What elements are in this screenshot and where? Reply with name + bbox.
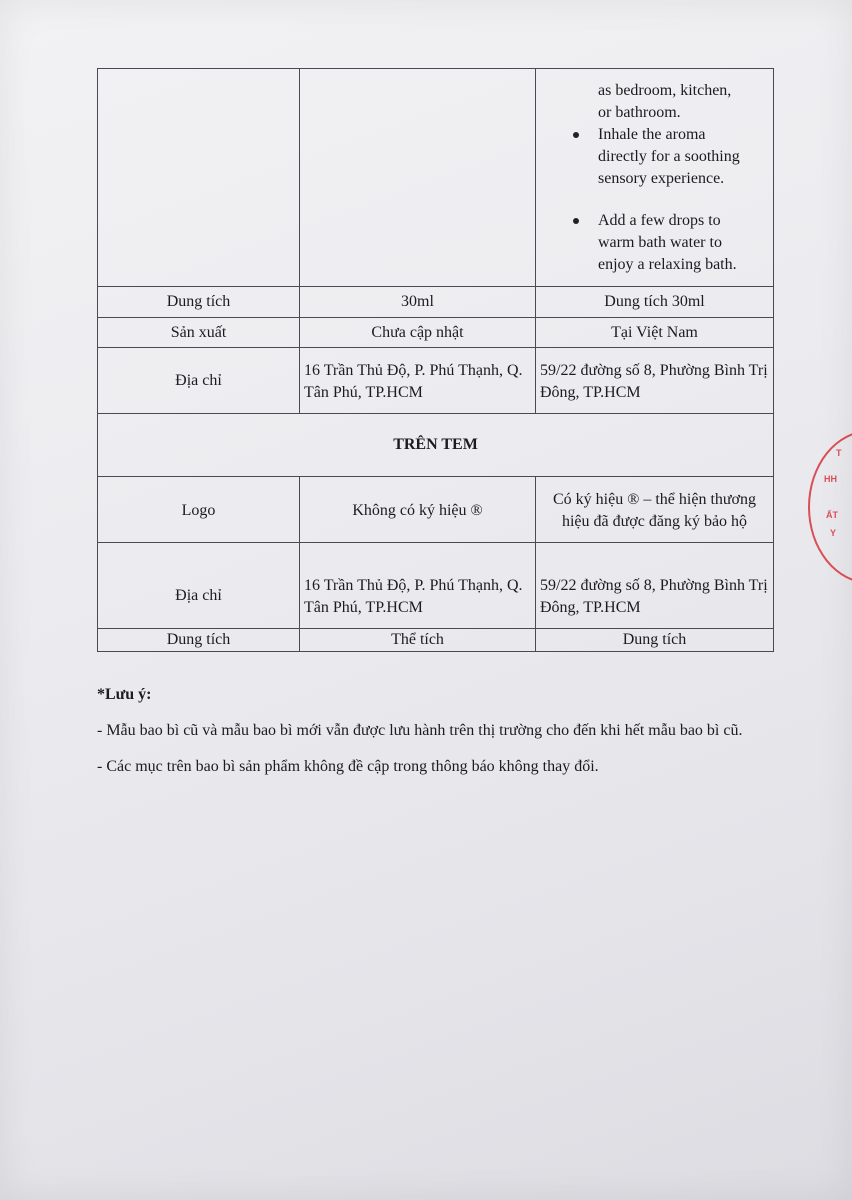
row-new-value: Dung tích — [536, 629, 774, 652]
row-label: Địa chỉ — [98, 348, 300, 414]
usage-text-line: directly for a soothing — [598, 147, 740, 165]
bullet-icon — [573, 218, 579, 224]
list-item — [540, 124, 769, 190]
usage-text-line: or bathroom. — [598, 103, 681, 121]
stamp-text: HH — [824, 474, 837, 484]
notes-section — [97, 684, 787, 792]
stamp-text: Y — [830, 528, 837, 538]
list-item — [540, 80, 769, 124]
row-old-value: 16 Trần Thủ Độ, P. Phú Thạnh, Q. Tân Phú, TP.HCM — [300, 348, 536, 414]
table-row — [98, 477, 774, 543]
table-row — [98, 629, 774, 652]
row-old-value: Thể tích — [300, 629, 536, 652]
stamp-text: T — [836, 448, 842, 458]
red-seal-stamp — [808, 430, 852, 584]
table-row — [98, 543, 774, 629]
table-row — [98, 287, 774, 318]
row-label: Logo — [98, 477, 300, 543]
row-label: Dung tích — [98, 287, 300, 318]
bullet-icon — [573, 132, 579, 138]
row-old-value: Không có ký hiệu ® — [300, 477, 536, 543]
usage-text-line: Inhale the aroma — [598, 125, 706, 143]
stamp-text: ẤT — [826, 510, 838, 520]
usage-text-line: sensory experience. — [598, 169, 725, 187]
note-item: - Mẫu bao bì cũ và mẫu bao bì mới vẫn được lưu hành trên thị trường cho đến khi hết mẫu bao bì cũ. — [97, 722, 743, 739]
row-old-value: 30ml — [300, 287, 536, 318]
usage-text-line: Add a few drops to — [598, 211, 721, 229]
row-new-value: Có ký hiệu ® – thể hiện thương hiệu đã được đăng ký bảo hộ — [536, 477, 774, 543]
usage-text-line: as bedroom, kitchen, — [598, 81, 732, 99]
table-row-usage — [98, 69, 774, 287]
table-row — [98, 318, 774, 348]
row-label: Sản xuất — [98, 318, 300, 348]
row-old-value: Chưa cập nhật — [300, 318, 536, 348]
comparison-table — [97, 68, 774, 652]
row-new-value: 59/22 đường số 8, Phường Bình Trị Đông, TP.HCM — [536, 348, 774, 414]
usage-list — [540, 80, 769, 276]
usage-label-cell — [98, 69, 300, 287]
notes-title: *Lưu ý: — [97, 686, 152, 703]
row-label: Địa chỉ — [98, 543, 300, 629]
usage-text-line: enjoy a relaxing bath. — [598, 255, 737, 273]
row-new-value: 59/22 đường số 8, Phường Bình Trị Đông, TP.HCM — [536, 543, 774, 629]
list-item — [540, 210, 769, 276]
usage-text-line: warm bath water to — [598, 233, 722, 251]
row-label: Dung tích — [98, 629, 300, 652]
table-row — [98, 348, 774, 414]
usage-new-cell — [536, 69, 774, 287]
usage-old-cell — [300, 69, 536, 287]
note-item: - Các mục trên bao bì sản phẩm không đề cập trong thông báo không thay đổi. — [97, 758, 599, 775]
row-old-value: 16 Trần Thủ Độ, P. Phú Thạnh, Q. Tân Phú, TP.HCM — [300, 543, 536, 629]
row-new-value: Dung tích 30ml — [536, 287, 774, 318]
section-title: TRÊN TEM — [98, 414, 774, 477]
row-new-value: Tại Việt Nam — [536, 318, 774, 348]
section-header-row — [98, 414, 774, 477]
